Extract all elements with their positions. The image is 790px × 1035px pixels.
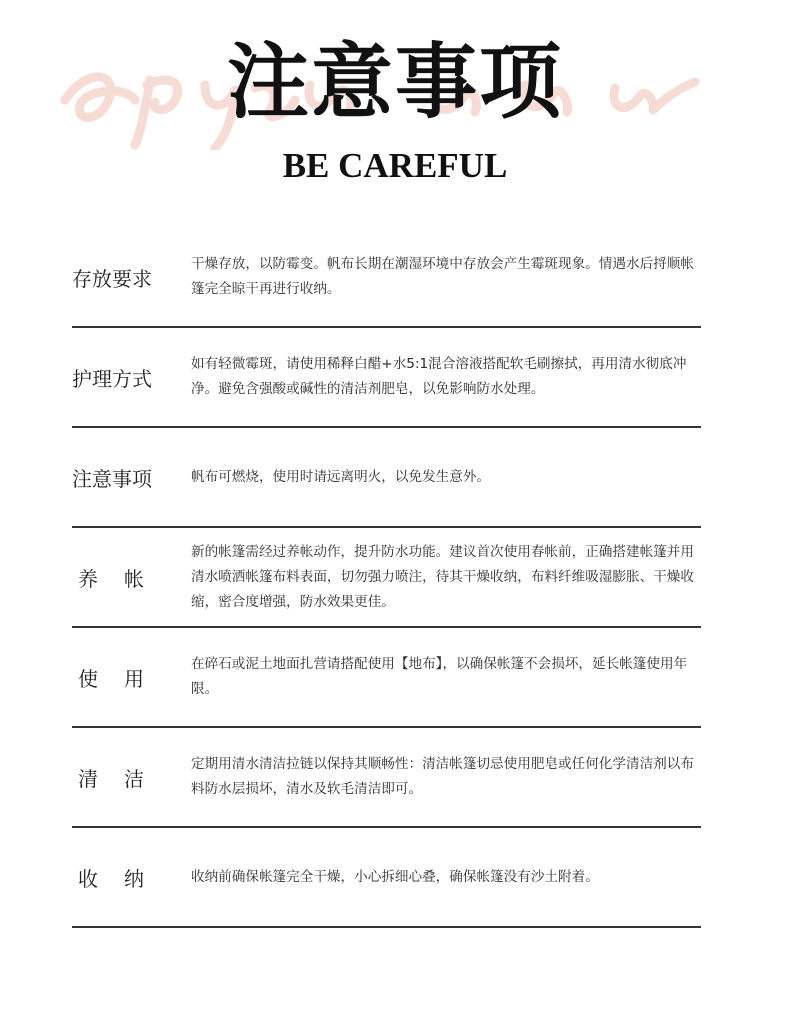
section-row-usage bbox=[72, 628, 701, 728]
section-text: 如有轻微霉斑，请使用稀释白醋+水5:1混合溶液搭配软毛刷擦拭，再用清水彻底冲净。避免含强酸或碱性的清洁剂肥皂，以免影响防水处理。 bbox=[191, 356, 687, 397]
section-row-storage bbox=[72, 228, 701, 328]
section-row-caution bbox=[72, 428, 701, 528]
page-title: 注意事项 bbox=[226, 34, 563, 130]
section-row-packing bbox=[72, 828, 701, 928]
care-instructions-list bbox=[72, 228, 701, 928]
section-text: 定期用清水清洁拉链以保持其顺畅性：清洁帐篷切忌使用肥皂或任何化学清洁剂以布料防水层损坏，清水及软毛清洁即可。 bbox=[191, 756, 694, 797]
page-subtitle: BE CAREFUL bbox=[282, 146, 508, 185]
section-label: 收纳 bbox=[78, 866, 170, 891]
section-row-tent-seasoning bbox=[72, 528, 701, 628]
section-label: 清洁 bbox=[78, 766, 170, 791]
section-text: 收纳前确保帐篷完全干燥，小心拆细心叠，确保帐篷没有沙土附着。 bbox=[191, 868, 599, 885]
section-label: 存放要求 bbox=[72, 266, 152, 291]
section-text: 在碎石或泥土地面扎营请搭配使用【地布】，以确保帐篷不会损坏，延长帐篷使用年限。 bbox=[191, 656, 688, 697]
section-row-care-method bbox=[72, 328, 701, 428]
section-label: 注意事项 bbox=[72, 466, 152, 491]
section-text: 新的帐篷需经过养帐动作，提升防水功能。建议首次使用春帐前，正确搭建帐篷并用清水喷洒帐篷布料表面，切勿强力喷注，待其干燥收纳，布料纤维吸湿膨胀、干燥收缩，密合度增强，防水效果更佳。 bbox=[191, 543, 694, 610]
page-header bbox=[0, 0, 790, 200]
section-text: 干燥存放，以防霉变。帆布长期在潮湿环境中存放会产生霉斑现象。情遇水后捋顺帐篷完全晾干再进行收纳。 bbox=[191, 256, 694, 297]
section-label: 养帐 bbox=[78, 566, 170, 591]
section-row-cleaning bbox=[72, 728, 701, 828]
section-label: 护理方式 bbox=[72, 366, 152, 391]
section-label: 使用 bbox=[78, 666, 170, 691]
section-text: 帆布可燃烧，使用时请远离明火，以免发生意外。 bbox=[191, 468, 491, 485]
